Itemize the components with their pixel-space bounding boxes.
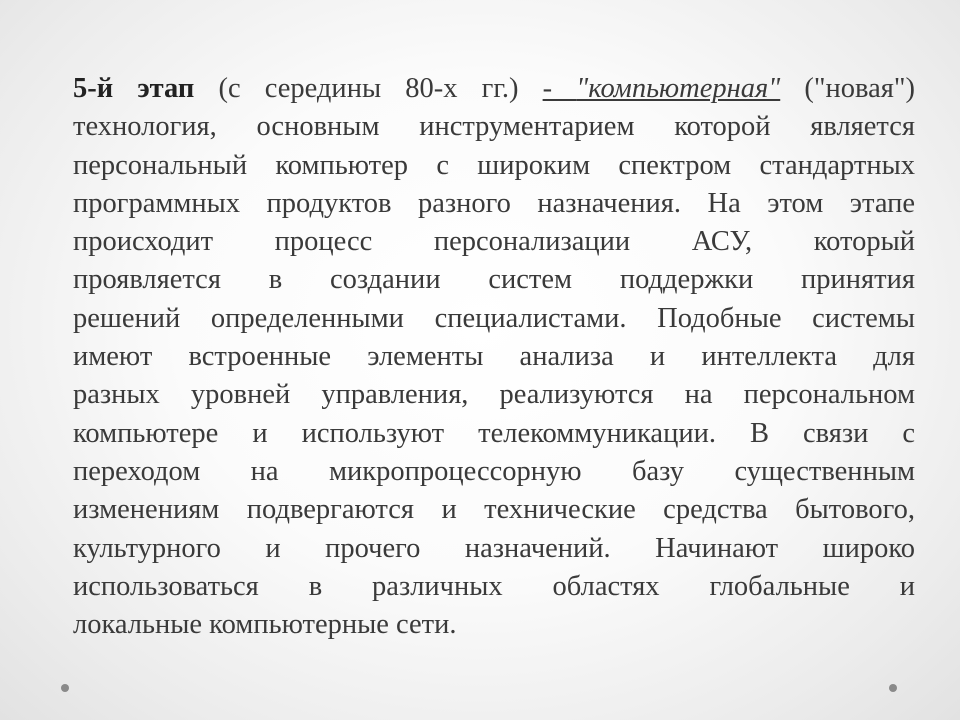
period-text: (с середины 80-х гг.) [194, 73, 543, 104]
text-line: программных продуктов разного назначения. На этом этапе [73, 187, 915, 219]
text-line-1 [73, 70, 915, 108]
text-line: решений определенными специалистами. Подобные системы [73, 302, 915, 334]
text-line: использоваться в различных областях глобальные и [73, 570, 915, 602]
text-line: имеют встроенные элементы анализа и интеллекта для [73, 341, 915, 373]
text-line-last: локальные компьютерные сети. [73, 609, 457, 641]
text-line: технология, основным инструментарием которой является [73, 111, 915, 143]
technology-term: "компьютерная" [576, 73, 781, 104]
slide-body-text [73, 70, 915, 644]
text-line: переходом на микропроцессорную базу существенным [73, 455, 915, 487]
term-alias: ("новая") [780, 73, 915, 104]
text-line: культурного и прочего назначений. Начинают широко [73, 532, 915, 564]
stage-label: 5-й этап [73, 73, 195, 104]
text-line: происходит процесс персонализации АСУ, который [73, 226, 915, 258]
text-line: проявляется в создании систем поддержки принятия [73, 264, 915, 296]
decorative-dot-right [889, 684, 897, 692]
decorative-dot-left [61, 684, 69, 692]
text-line: персональный компьютер с широким спектром стандартных [73, 149, 915, 181]
text-line: разных уровней управления, реализуются на персональном [73, 379, 915, 411]
text-line: компьютере и используют телекоммуникации. В связи с [73, 417, 915, 449]
dash: - [542, 73, 577, 104]
text-line: изменениям подвергаются и технические средства бытового, [73, 494, 915, 526]
